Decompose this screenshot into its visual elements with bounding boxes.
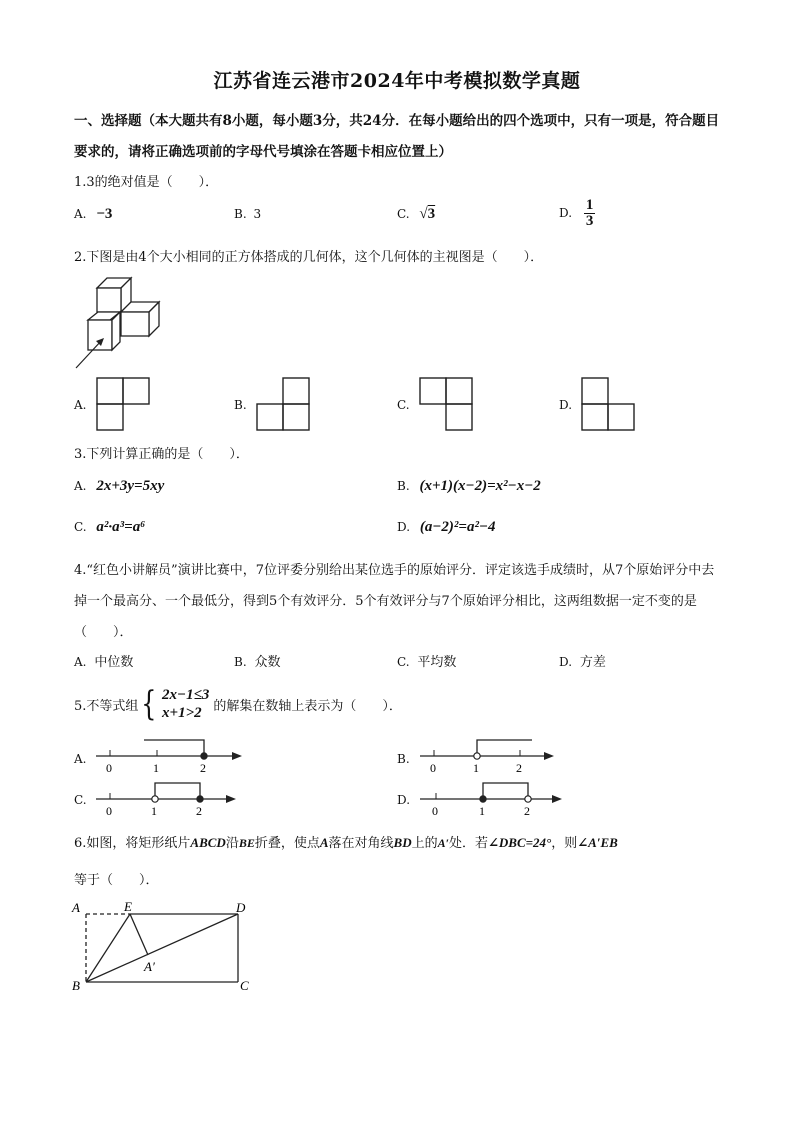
q4-option-b[interactable]	[234, 651, 280, 670]
q2-a-view	[96, 377, 152, 433]
q6-text: 处．若	[449, 836, 489, 851]
q6-text: 上的	[411, 836, 438, 851]
tick-2: 2	[196, 804, 202, 818]
option-letter: C.	[397, 207, 410, 221]
system-brace: {	[141, 684, 157, 724]
tick-1: 1	[153, 761, 159, 775]
option-letter: A.	[74, 207, 87, 221]
q2-cube-figure	[74, 272, 174, 372]
q4-b-text: 众数	[254, 655, 281, 670]
option-letter: D.	[397, 520, 411, 534]
ineq-2: x+1>2	[162, 705, 202, 721]
option-letter: D.	[559, 398, 573, 412]
q6-text: 折叠，使点	[254, 836, 320, 851]
section-heading: 一、选择题（本大题共有8小题，每小题3分，共24分．在每小题给出的四个选项中，只有一项是，符合题目要求的，请将正确选项前的字母代号填涂在答题卡相应位置上）	[74, 113, 720, 160]
q1-option-c[interactable]	[397, 206, 435, 223]
label-B: B	[72, 978, 80, 993]
option-letter: A.	[74, 752, 87, 766]
option-letter: B.	[234, 398, 247, 412]
option-letter: C.	[397, 655, 410, 669]
q2-b-view	[256, 377, 312, 433]
q6-asked-angle: ∠A′EB	[577, 835, 618, 850]
option-letter: B.	[397, 752, 410, 766]
q6-stem-line1	[74, 832, 618, 851]
option-letter: C.	[74, 793, 87, 807]
option-letter: A.	[74, 479, 87, 493]
q5-option-d[interactable]	[397, 793, 410, 807]
q4-option-a[interactable]	[74, 651, 133, 670]
option-letter: D.	[397, 793, 411, 807]
option-letter: B.	[397, 479, 410, 493]
option-letter: C.	[397, 398, 410, 412]
option-letter: A.	[74, 398, 87, 412]
q6-rectangle-figure	[68, 898, 258, 998]
q6-rect: ABCD	[190, 835, 226, 850]
page-title: 江苏省连云港市2024年中考模拟数学真题	[213, 70, 581, 92]
label-C: C	[240, 978, 249, 993]
q6-text: 落在对角线	[328, 836, 394, 851]
q6-condition: ∠DBC=24°	[488, 835, 552, 850]
tick-2: 2	[516, 761, 522, 775]
option-letter: B.	[234, 207, 247, 221]
option-letter: A.	[74, 655, 87, 669]
q4-option-d[interactable]	[559, 651, 606, 670]
q3-option-a[interactable]	[74, 478, 164, 495]
q2-option-b[interactable]	[234, 398, 247, 412]
q2-option-d[interactable]	[559, 398, 572, 412]
ineq-1: 2x−1≤3	[162, 687, 210, 703]
q2-option-a[interactable]	[74, 398, 86, 412]
q2-option-c[interactable]	[397, 398, 410, 412]
q1-option-a[interactable]	[74, 206, 112, 223]
q6-point: A	[319, 835, 329, 850]
q2-d-view	[581, 377, 637, 433]
q3-c-expr: a²·a³=a⁶	[96, 519, 146, 535]
q4-c-text: 平均数	[417, 655, 457, 670]
tick-0: 0	[432, 804, 438, 818]
q4-stem: 4.“红色小讲解员”演讲比赛中，7位评委分别给出某位选手的原始评分．评定该选手成绩时，从7个原始评分中去掉一个最高分、一个最低分，得到5个有效评分．5个有效评分与7个原始评分相比，这两组数据一定不变的是（ ）．	[74, 563, 715, 640]
q6-fold-line: BE	[238, 836, 255, 850]
tick-1: 1	[473, 761, 479, 775]
q1-option-d[interactable]	[559, 198, 595, 229]
q3-d-expr: (a−2)²=a²−4	[419, 519, 496, 535]
q1-stem: 1.3的绝对值是（ ）．	[74, 175, 219, 190]
option-letter: D.	[559, 655, 573, 669]
denominator: 3	[585, 213, 594, 229]
q6-text: ，则	[551, 836, 578, 851]
q3-option-b[interactable]	[397, 478, 541, 495]
inequality-system	[162, 686, 209, 722]
q1-b-value: 3	[253, 207, 262, 221]
q3-option-c[interactable]	[74, 519, 145, 536]
option-letter: C.	[74, 520, 87, 534]
q5-a-numberline	[96, 736, 246, 776]
q5-option-a[interactable]	[74, 752, 86, 766]
q5-option-c[interactable]	[74, 793, 87, 807]
label-A-prime: A′	[144, 959, 155, 974]
tick-1: 1	[479, 804, 485, 818]
q6-point2: A′	[437, 836, 450, 850]
q5-option-b[interactable]	[397, 752, 410, 766]
q3-b-expr: (x+1)(x−2)=x²−x−2	[419, 478, 541, 494]
q1-d-fraction	[584, 198, 596, 229]
label-E: E	[124, 899, 132, 914]
q6-stem-line2: 等于（ ）．	[74, 873, 159, 888]
q6-text: 沿	[225, 836, 239, 851]
q4-option-c[interactable]	[397, 651, 456, 670]
q5-stem	[74, 682, 402, 726]
tick-2: 2	[200, 761, 206, 775]
radicand: 3	[427, 206, 436, 222]
q2-stem: 2.下图是由4个大小相同的正方体搭成的几何体，这个几何体的主视图是（ ）．	[74, 250, 544, 265]
q5-c-numberline	[96, 777, 246, 817]
tick-0: 0	[106, 804, 112, 818]
q1-a-value: −3	[96, 206, 113, 222]
tick-0: 0	[106, 761, 112, 775]
tick-2: 2	[524, 804, 530, 818]
q2-c-view	[419, 377, 475, 433]
option-letter: D.	[559, 206, 573, 220]
q4-d-text: 方差	[579, 655, 606, 670]
q3-option-d[interactable]	[397, 519, 496, 536]
q6-diagonal: BD	[393, 835, 412, 850]
q5-b-numberline	[420, 736, 570, 776]
q3-a-expr: 2x+3y=5xy	[96, 478, 165, 494]
q4-a-text: 中位数	[94, 655, 134, 670]
tick-0: 0	[430, 761, 436, 775]
q5-suffix: 的解集在数轴上表示为（ ）．	[213, 698, 402, 714]
tick-1: 1	[151, 804, 157, 818]
q5-d-numberline	[420, 777, 570, 817]
q1-option-b[interactable]	[234, 207, 261, 221]
q3-stem: 3.下列计算正确的是（ ）．	[74, 447, 249, 462]
numerator: 1	[585, 197, 594, 213]
q1-c-value: √3	[419, 206, 436, 222]
q5-prefix: 5.不等式组	[74, 698, 139, 714]
q6-text: 6.如图，将矩形纸片	[74, 836, 191, 851]
option-letter: B.	[234, 655, 247, 669]
label-D: D	[236, 900, 246, 915]
label-A: A	[72, 900, 80, 915]
